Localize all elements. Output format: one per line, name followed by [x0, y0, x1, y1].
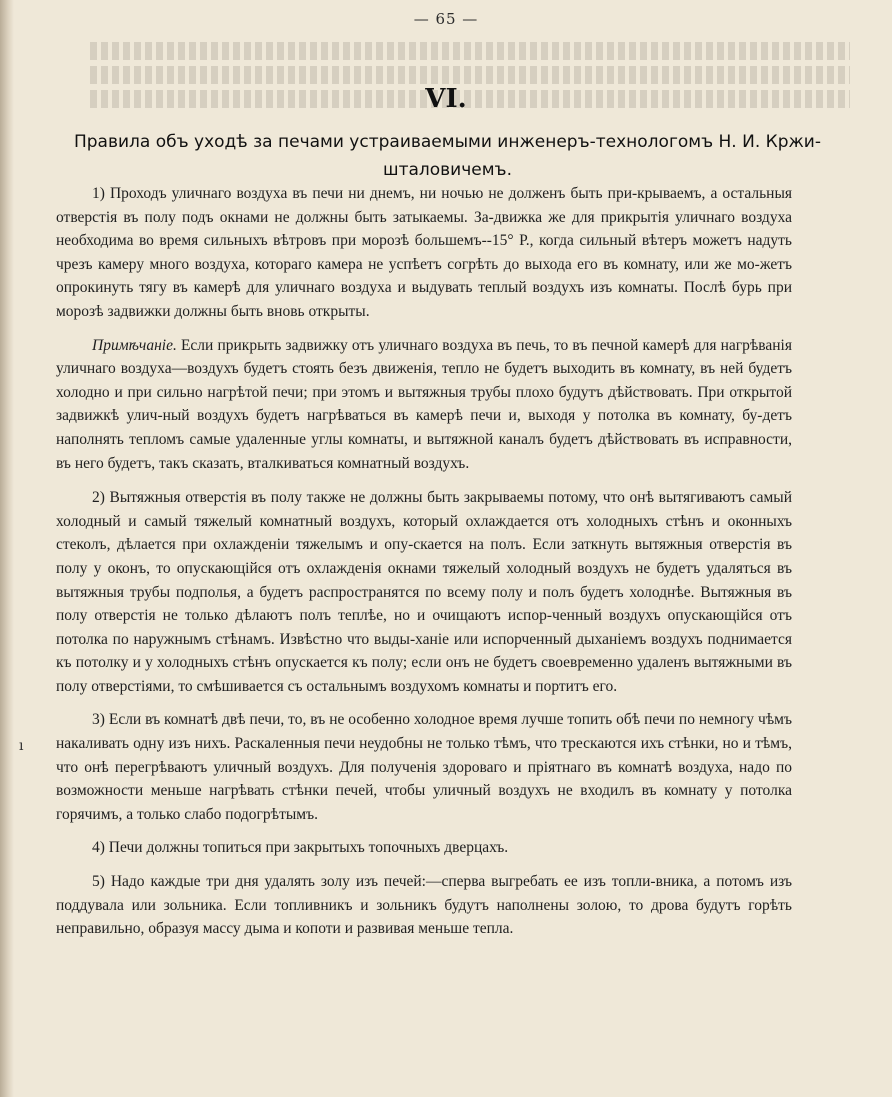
page-number: — 65 — — [413, 10, 479, 28]
paragraph-2: 2) Вытяжныя отверстія въ полу также не должны быть закрываемы потому, что онѣ вытягиваютъ самый холодный и самый тяжелый комнатный воздухъ, который охлаждается отъ холодныхъ стѣнъ и оконныхъ стеколъ, дѣлается при охлажденіи тяжелымъ и опу-скается на полъ. Если заткнуть вытяжныя отверстія въ полу у оконъ, то опускающійся отъ охлажденія окнами тяжелый холодный воздухъ не будетъ удаляться въ вытяжныя трубы подполья, а будетъ распространятся по всему полу и полъ будетъ холоднѣе. Вытяжныя въ полу отверстія не только дѣлаютъ полъ теплѣе, но и очищаютъ испор-ченный воздухъ опускающійся отъ потолка по наружнымъ стѣнамъ. Извѣстно что выды-ханіе или испорченный дыханіемъ воздухъ поднимается къ потолку и у холодныхъ стѣнъ опускается къ полу; если онъ не будетъ своевременно удаленъ вытяжными въ полу отверстіями, то смѣшивается съ остальнымъ воздухомъ комнаты и портитъ его. — [56, 489, 792, 695]
paragraph-1: 1) Проходъ уличнаго воздуха въ печи ни днемъ, ни ночью не долженъ быть при-крываемъ, а остальныя отверстія въ полу подъ окнами не должны быть затыкаемы. За-движка же для прикрытія уличнаго воздуха необходима во время сильныхъ вѣтровъ при морозѣ большемъ--15° Р., когда сильный вѣтеръ можетъ надуть чрезъ камеру много воздуха, котораго камера не успѣетъ согрѣть до выхода его въ комнату, или же мо-жетъ опрокинуть тягу въ камерѣ для уличнаго воздуха и выдувать теплый воздухъ изъ комнаты. Послѣ бурь при морозѣ задвижки должны быть вновь открыты. — [56, 185, 792, 320]
note-label: Примѣчаніе. — [92, 336, 177, 354]
paragraph-3: 3) Если въ комнатѣ двѣ печи, то, въ не особенно холодное время лучше топить обѣ печи по немногу чѣмъ накаливать одну изъ нихъ. Раскаленныя печи неудобны не только тѣмъ, что трескаются ихъ стѣнки, но и тѣмъ, что онѣ перегрѣваютъ уличный воздухъ. Для полученія здороваго и пріятнаго въ комнатѣ воздуха, надо по возможности меньше нагрѣвать стѣнки печей, чтобы уличный воздухъ не входилъ въ комнату у потолка горячимъ, а только слабо подогрѣтымъ. — [56, 711, 792, 823]
paragraph-5: 5) Надо каждые три дня удалять золу изъ печей:—сперва выгребать ее изъ топли-вника, а потомъ изъ поддувала или зольника. Если топливникъ и зольникъ будутъ наполнены золою, то дрова будутъ горѣть неправильно, образуя массу дыма и копоти и развивая меньше тепла. — [56, 873, 792, 938]
note-text: Если прикрыть задвижку отъ уличнаго воздуха въ печь, то въ печной камерѣ для нагрѣванія уличнаго воздуха—воздухъ будетъ стоять безъ движенія, тепло не будетъ выходить въ комнату, въ ней будетъ холодно и при сильно нагрѣтой печи; при этомъ и вытяжныя трубы плохо будутъ дѣйствовать. При открытой задвижкѣ улич-ный воздухъ будетъ нагрѣваться въ камерѣ печи и, выходя у потолка въ комнату, бу-детъ наполнять тепломъ самые удаленные углы комнаты, и вытяжной каналъ будетъ дѣйствовать въ исправности, въ него будетъ, такъ сказать, вталкиваться комнатный воздухъ. — [56, 336, 792, 472]
paragraph-4: 4) Печи должны топиться при закрытыхъ топочныхъ дверцахъ. — [92, 839, 509, 857]
section-title: Правила объ уходѣ за печами устраиваемыми инженеръ-технологомъ Н. И. Кржи-шталовичемъ. — [73, 132, 821, 180]
margin-mark: ı — [19, 738, 24, 754]
chapter-heading: VI. — [425, 84, 467, 114]
page-spine-shadow — [0, 0, 14, 1097]
note-paragraph — [56, 334, 792, 476]
body-text — [56, 182, 792, 951]
